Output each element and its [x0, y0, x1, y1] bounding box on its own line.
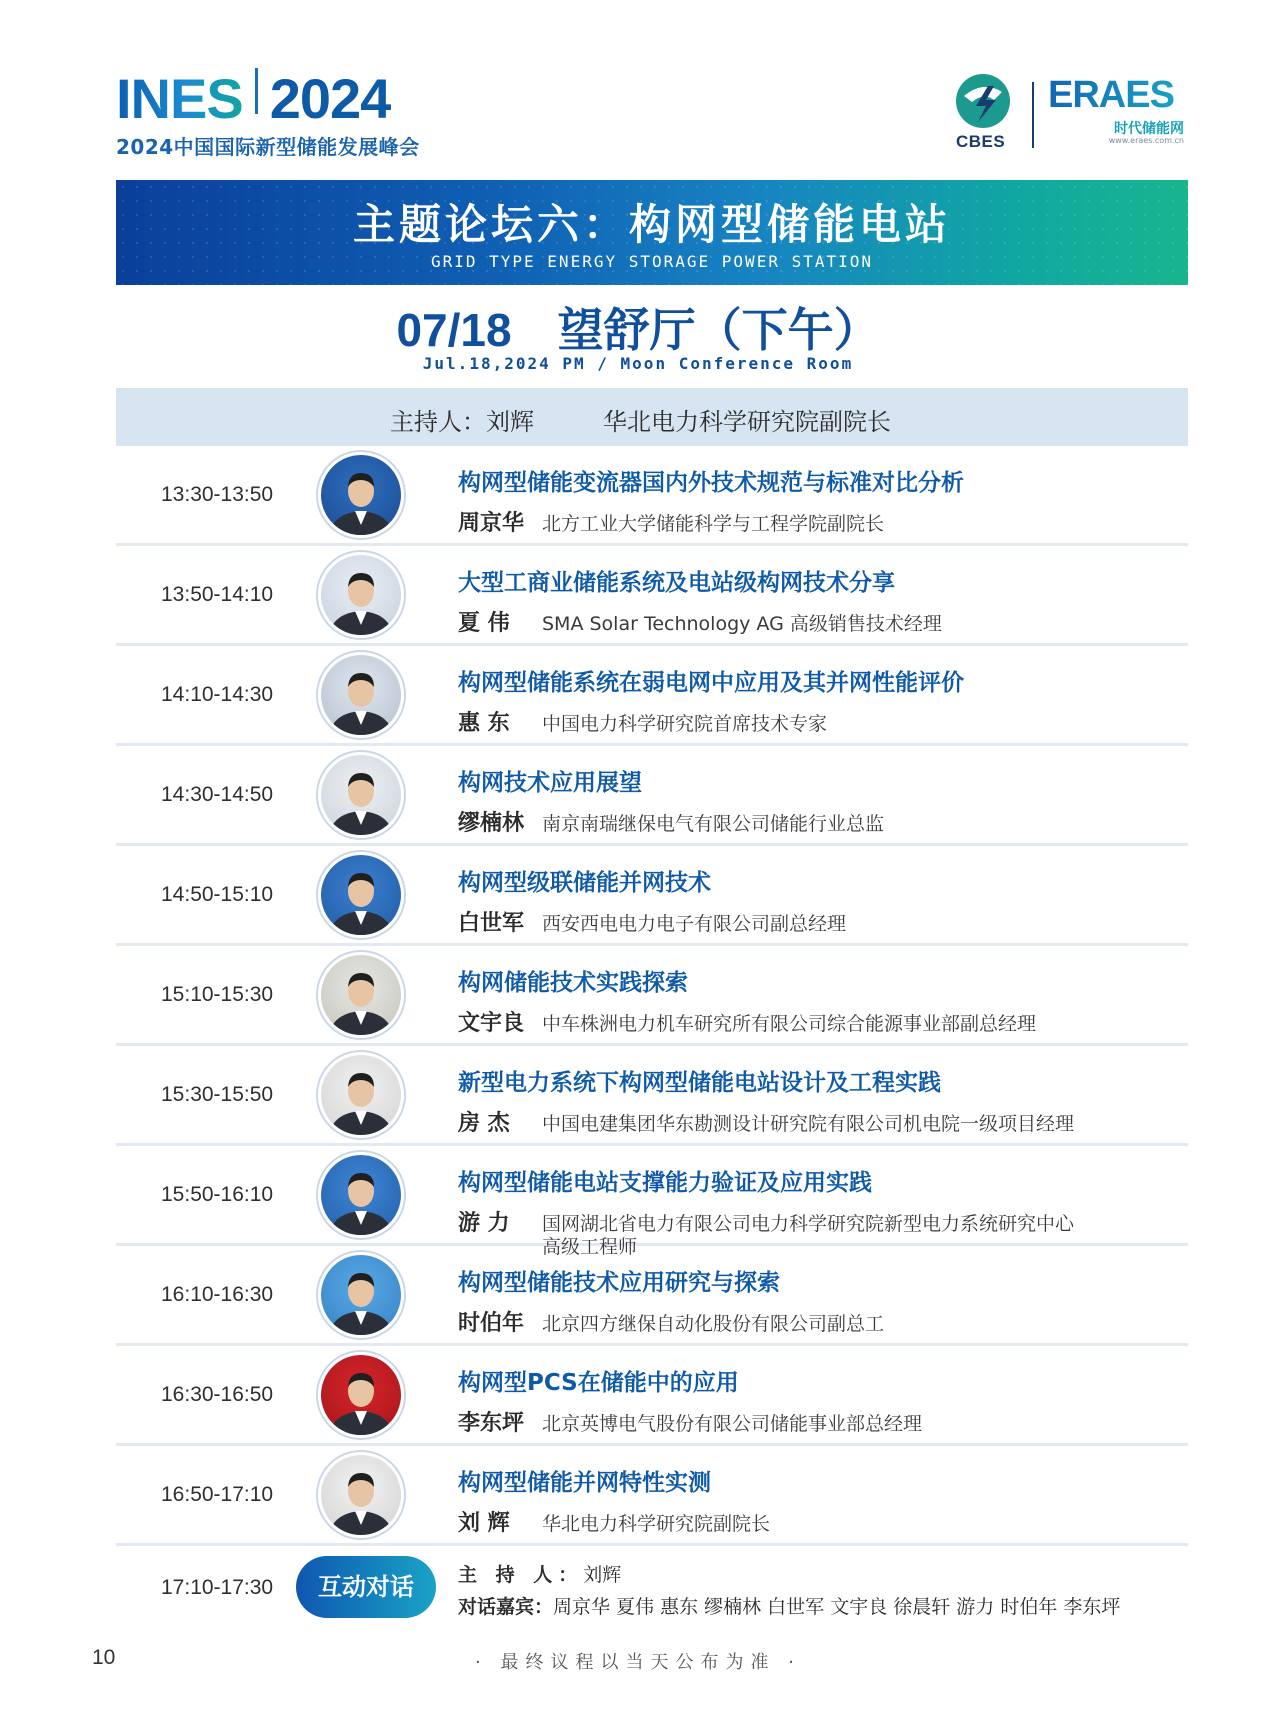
speaker-name: 白世军	[458, 911, 525, 936]
agenda-row	[116, 1046, 1188, 1146]
speaker-affiliation: SMA Solar Technology AG 高级销售技术经理	[542, 613, 942, 635]
agenda-row	[116, 446, 1188, 546]
speaker-photo	[318, 1452, 404, 1538]
ines-wordmark: INES	[116, 67, 243, 130]
speaker-photo	[318, 952, 404, 1038]
session-time: 14:50-15:10	[161, 883, 274, 906]
ines-year: 2024	[269, 67, 391, 130]
footer-note: · 最终议程以当天公布为准 ·	[475, 1652, 801, 1673]
dialogue-guests	[458, 1592, 1120, 1619]
speaker-portrait-icon	[321, 755, 401, 835]
speaker-info	[458, 806, 884, 837]
speaker-name: 文宇良	[458, 1011, 525, 1036]
session-date: 07/18	[396, 304, 512, 356]
speaker-photo	[318, 452, 404, 538]
speaker-affiliation: 国网湖北省电力有限公司电力科学研究院新型电力系统研究中心	[542, 1213, 1075, 1235]
date-venue	[0, 294, 1276, 360]
session-time: 16:50-17:10	[161, 1483, 274, 1506]
host-label: 主持人：刘辉	[390, 408, 534, 436]
speaker-photo	[318, 552, 404, 638]
dialogue-row	[116, 1546, 1188, 1650]
eraes-wordmark: ERAES	[1048, 74, 1174, 116]
speaker-info	[458, 706, 827, 737]
agenda-list	[116, 446, 1188, 1650]
agenda-row	[116, 646, 1188, 746]
session-topic: 构网型储能变流器国内外技术规范与标准对比分析	[458, 470, 964, 496]
dialogue-host-name: 刘辉	[583, 1564, 622, 1586]
agenda-row	[116, 1446, 1188, 1546]
speaker-portrait-icon	[321, 1155, 401, 1235]
session-topic: 构网型PCS在储能中的应用	[458, 1370, 739, 1396]
speaker-affiliation: 北京四方继保自动化股份有限公司副总工	[542, 1313, 885, 1335]
speaker-affiliation-line2: 高级工程师	[542, 1236, 638, 1258]
speaker-info	[458, 1506, 770, 1537]
session-topic: 构网型级联储能并网技术	[458, 870, 711, 896]
session-topic: 大型工商业储能系统及电站级构网技术分享	[458, 570, 895, 596]
logo-separator	[255, 68, 258, 114]
speaker-info	[458, 1106, 1074, 1137]
session-topic: 构网型储能系统在弱电网中应用及其并网性能评价	[458, 670, 964, 696]
eraes-url: www.eraes.com.cn	[1108, 136, 1184, 145]
session-time: 14:10-14:30	[161, 683, 274, 706]
forum-banner	[116, 180, 1188, 285]
session-topic: 构网储能技术实践探索	[458, 970, 688, 996]
speaker-name: 周京华	[458, 511, 525, 536]
speaker-photo	[318, 1052, 404, 1138]
page-number: 10	[92, 1646, 116, 1669]
agenda-row	[116, 1346, 1188, 1446]
session-topic: 构网型储能电站支撑能力验证及应用实践	[458, 1170, 872, 1196]
speaker-info	[458, 606, 942, 637]
speaker-info	[458, 506, 884, 537]
session-time: 13:30-13:50	[161, 483, 274, 506]
forum-title: 主题论坛六：构网型储能电站	[352, 200, 951, 249]
session-time: 16:30-16:50	[161, 1383, 274, 1406]
speaker-name: 夏 伟	[458, 611, 510, 636]
speaker-portrait-icon	[321, 1455, 401, 1535]
host-title: 华北电力科学研究院副院长	[603, 408, 891, 436]
speaker-photo	[318, 1352, 404, 1438]
speaker-portrait-icon	[321, 655, 401, 735]
speaker-name: 刘 辉	[458, 1511, 510, 1536]
session-time: 14:30-14:50	[161, 783, 274, 806]
agenda-row	[116, 1246, 1188, 1346]
speaker-affiliation: 南京南瑞继保电气有限公司储能行业总监	[542, 813, 885, 835]
speaker-name: 房 杰	[458, 1111, 510, 1136]
dialogue-host	[458, 1560, 621, 1587]
speaker-affiliation: 华北电力科学研究院副院长	[542, 1513, 771, 1535]
dialogue-badge: 互动对话	[296, 1556, 436, 1618]
dialogue-guest-list: 周京华 夏伟 惠东 缪楠林 白世军 文宇良 徐晨轩 游力 时伯年 李东坪	[553, 1596, 1121, 1618]
speaker-affiliation: 北方工业大学储能科学与工程学院副院长	[542, 513, 885, 535]
speaker-portrait-icon	[321, 1355, 401, 1435]
session-time: 15:50-16:10	[161, 1183, 274, 1206]
session-venue: 望舒厅（下午）	[557, 303, 880, 357]
host-bar	[116, 388, 1188, 446]
speaker-name: 惠 东	[458, 711, 510, 736]
speaker-portrait-icon	[321, 555, 401, 635]
speaker-info	[458, 1406, 922, 1437]
speaker-photo	[318, 652, 404, 738]
dialogue-time: 17:10-17:30	[161, 1576, 274, 1599]
date-venue-english: Jul.18,2024 PM / Moon Conference Room	[422, 354, 854, 373]
session-time: 15:30-15:50	[161, 1083, 274, 1106]
session-topic: 新型电力系统下构网型储能电站设计及工程实践	[458, 1070, 941, 1096]
speaker-photo	[318, 852, 404, 938]
speaker-info	[458, 1306, 884, 1337]
partner-logos	[954, 72, 1184, 150]
speaker-portrait-icon	[321, 1255, 401, 1335]
logo-divider	[1032, 82, 1034, 148]
session-time: 15:10-15:30	[161, 983, 274, 1006]
speaker-affiliation: 北京英博电气股份有限公司储能事业部总经理	[542, 1413, 923, 1435]
agenda-row	[116, 1146, 1188, 1258]
speaker-affiliation: 西安西电电力电子有限公司副总经理	[542, 913, 847, 935]
agenda-row	[116, 746, 1188, 846]
agenda-row	[116, 846, 1188, 946]
speaker-name: 时伯年	[458, 1311, 525, 1336]
session-topic: 构网型储能技术应用研究与探索	[458, 1270, 780, 1296]
agenda-row	[116, 546, 1188, 646]
forum-subtitle: GRID TYPE ENERGY STORAGE POWER STATION	[430, 252, 874, 271]
speaker-portrait-icon	[321, 1055, 401, 1135]
cbes-logo-icon	[954, 72, 1012, 130]
session-time: 13:50-14:10	[161, 583, 274, 606]
speaker-affiliation: 中国电建集团华东勘测设计研究院有限公司机电院一级项目经理	[542, 1113, 1075, 1135]
speaker-photo	[318, 1152, 404, 1238]
speaker-info	[458, 1006, 1036, 1037]
session-topic: 构网技术应用展望	[458, 770, 642, 796]
session-time: 16:10-16:30	[161, 1283, 274, 1306]
speaker-photo	[318, 752, 404, 838]
speaker-portrait-icon	[321, 455, 401, 535]
summit-name: 2024中国国际新型储能发展峰会	[116, 135, 420, 159]
speaker-photo	[318, 1252, 404, 1338]
speaker-affiliation: 中车株洲电力机车研究所有限公司综合能源事业部副总经理	[542, 1013, 1037, 1035]
speaker-info	[458, 906, 846, 937]
speaker-portrait-icon	[321, 955, 401, 1035]
session-topic: 构网型储能并网特性实测	[458, 1470, 711, 1496]
eraes-cn-name: 时代储能网	[1114, 121, 1184, 137]
speaker-affiliation: 中国电力科学研究院首席技术专家	[542, 713, 828, 735]
dialogue-host-label: 主 持 人：	[458, 1564, 584, 1586]
speaker-portrait-icon	[321, 855, 401, 935]
speaker-name: 游 力	[458, 1211, 510, 1236]
speaker-name: 李东坪	[458, 1411, 525, 1436]
agenda-row	[116, 946, 1188, 1046]
ines-logo	[116, 68, 420, 160]
speaker-name: 缪楠林	[458, 811, 525, 836]
dialogue-guests-label: 对话嘉宾：	[458, 1596, 554, 1618]
cbes-wordmark: CBES	[956, 132, 1006, 151]
